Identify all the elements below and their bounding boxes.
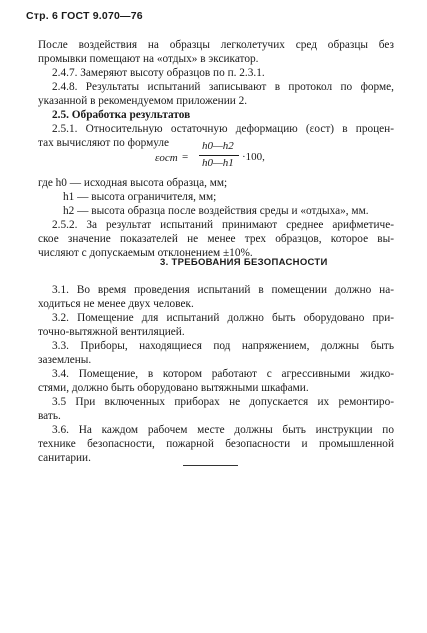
text-line: 3.4. Помещение, в котором работают с агрессивными жидко- [52,368,394,380]
text-line: тах вычисляют по формуле [38,137,170,149]
text-line: 2.5.1. Относительную остаточную деформацию (εост) в процен- [52,123,394,135]
text-line: ходиться не менее двух человек. [38,298,194,310]
text-line: указанной в рекомендуемом приложении 2. [38,95,248,107]
where-line: h1 — высота ограничителя, мм; [63,191,217,203]
formula-equals: = [182,151,189,163]
page-header: Стр. 6 ГОСТ 9.070—76 [26,10,143,22]
formula [155,140,275,176]
text-line: стями, должно быть оборудовано вытяжными шкафами. [38,382,309,394]
text-line: ское значение показателей не менее трех образцов, которое вы- [38,233,394,245]
text-line: После воздействия на образцы легколетучих сред образцы без [38,39,394,51]
text-line: 2.4.8. Результаты испытаний записывают в протокол по форме, [52,81,394,93]
text-line: 2.4.7. Замеряют высоту образцов по п. 2.3.1. [52,67,265,79]
text-line: технике безопасности, пожарной безопасности и промышленной [38,438,394,450]
formula-lhs: εост [155,152,178,164]
text-line: числяют с допускаемым отклонением ±10%. [38,247,253,259]
subsection-heading: 2.5. Обработка результатов [52,109,191,121]
fraction-bar [199,155,239,156]
formula-denominator: h0—h1 [202,157,234,169]
text-line: 3.1. Во время проведения испытаний в помещении должно на- [52,284,394,296]
where-line: где h0 — исходная высота образца, мм; [38,177,228,189]
where-line: h2 — высота образца после воздействия среды и «отдыха», мм. [63,205,369,217]
text-line: точно-вытяжной вентиляцией. [38,326,185,338]
text-line: санитарии. [38,452,91,464]
text-line: вать. [38,410,61,422]
text-line: 3.2. Помещение для испытаний должно быть оборудовано при- [52,312,394,324]
text-line: 2.5.2. За результат испытаний принимают среднее арифметиче- [52,219,394,231]
text-line: 3.3. Приборы, находящиеся под напряжением, должны быть [52,340,394,352]
text-line: 3.5 При включенных приборах не допускается их ремонтиро- [52,396,394,408]
text-line: заземлены. [38,354,92,366]
text-line: 3.6. На каждом рабочем месте должны быть инструкции по [52,424,394,436]
formula-numerator: h0—h2 [202,140,234,152]
formula-multiplier: ·100, [242,151,265,163]
end-rule [183,465,238,466]
section-title: 3. ТРЕБОВАНИЯ БЕЗОПАСНОСТИ [160,257,328,268]
text-line: промывки помещают на «отдых» в эксикатор. [38,53,259,65]
